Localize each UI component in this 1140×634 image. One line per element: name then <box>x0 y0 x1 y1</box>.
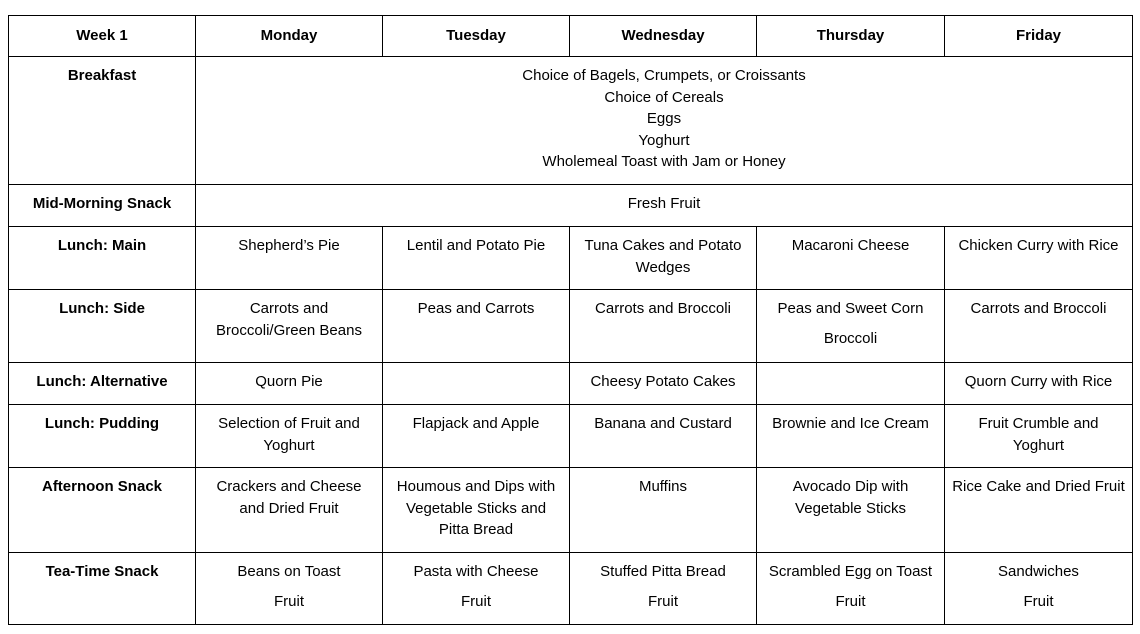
menu-cell-line: Carrots and Broccoli/Green Beans <box>216 300 362 339</box>
menu-cell: Cheesy Potato Cakes <box>570 363 757 405</box>
menu-cell <box>570 290 757 363</box>
menu-cell: Rice Cake and Dried Fruit <box>945 468 1133 553</box>
menu-cell-line: Beans on Toast <box>237 563 341 580</box>
menu-cell: Fruit Crumble and Yoghurt <box>945 405 1133 468</box>
menu-cell: Flapjack and Apple <box>383 405 570 468</box>
menu-cell <box>196 290 383 363</box>
menu-cell: Selection of Fruit and Yoghurt <box>196 405 383 468</box>
menu-cell: Avocado Dip with Vegetable Sticks <box>757 468 945 553</box>
menu-cell-line: Carrots and Broccoli <box>595 300 731 317</box>
breakfast-item: Yoghurt <box>638 131 690 149</box>
row-label-breakfast: Breakfast <box>9 57 196 185</box>
menu-cell <box>570 553 757 625</box>
menu-cell-line: Sandwiches <box>998 563 1079 580</box>
menu-cell-line: Fruit <box>648 592 678 610</box>
menu-cell: Quorn Pie <box>196 363 383 405</box>
menu-cell-line: Broccoli <box>823 329 878 347</box>
day-header-thursday: Thursday <box>757 16 945 57</box>
menu-cell: Brownie and Ice Cream <box>757 405 945 468</box>
menu-cell-line: Scrambled Egg on Toast <box>768 563 933 580</box>
row-label-lunch-main: Lunch: Main <box>9 227 196 290</box>
row-label-lunch-alternative: Lunch: Alternative <box>9 363 196 405</box>
menu-cell <box>757 363 945 405</box>
tea-time-snack-row <box>9 553 1133 625</box>
menu-cell: Crackers and Cheese and Dried Fruit <box>196 468 383 553</box>
row-label-mid-morning-snack: Mid-Morning Snack <box>9 185 196 227</box>
menu-cell-line: Pasta with Cheese <box>413 563 539 580</box>
mid-morning-snack-value: Fresh Fruit <box>196 185 1133 227</box>
menu-cell: Banana and Custard <box>570 405 757 468</box>
menu-cell: Macaroni Cheese <box>757 227 945 290</box>
header-row <box>9 16 1133 57</box>
menu-cell-line: Carrots and Broccoli <box>970 300 1107 317</box>
menu-cell: Muffins <box>570 468 757 553</box>
day-header-friday: Friday <box>945 16 1133 57</box>
lunch-pudding-row <box>9 405 1133 468</box>
breakfast-item: Eggs <box>646 110 682 127</box>
mid-morning-snack-row <box>9 185 1133 227</box>
breakfast-item: Choice of Bagels, Crumpets, or Croissants <box>522 67 806 84</box>
menu-cell: Shepherd’s Pie <box>196 227 383 290</box>
menu-cell <box>945 290 1133 363</box>
row-label-tea-time-snack: Tea-Time Snack <box>9 553 196 625</box>
breakfast-item: Wholemeal Toast with Jam or Honey <box>542 153 786 170</box>
breakfast-items <box>196 57 1133 185</box>
day-header-monday: Monday <box>196 16 383 57</box>
week-label: Week 1 <box>9 16 196 57</box>
weekly-menu-table <box>8 15 1133 625</box>
menu-cell-line: Fruit <box>835 592 866 610</box>
menu-cell-line: Stuffed Pitta Bread <box>600 563 726 580</box>
menu-cell: Chicken Curry with Rice <box>945 227 1133 290</box>
breakfast-item: Choice of Cereals <box>604 88 724 106</box>
menu-cell <box>196 553 383 625</box>
menu-cell <box>383 553 570 625</box>
menu-cell: Houmous and Dips with Vegetable Sticks and Pitta Bread <box>383 468 570 553</box>
lunch-alternative-row <box>9 363 1133 405</box>
menu-cell: Quorn Curry with Rice <box>945 363 1133 405</box>
row-label-lunch-pudding: Lunch: Pudding <box>9 405 196 468</box>
menu-cell-line: Peas and Sweet Corn <box>777 300 924 317</box>
menu-cell <box>945 553 1133 625</box>
menu-cell <box>383 290 570 363</box>
menu-cell-line: Fruit <box>274 592 304 610</box>
menu-cell: Tuna Cakes and Potato Wedges <box>570 227 757 290</box>
menu-cell-line: Fruit <box>1023 592 1054 610</box>
afternoon-snack-row <box>9 468 1133 553</box>
menu-cell <box>757 290 945 363</box>
breakfast-row <box>9 57 1133 185</box>
row-label-lunch-side: Lunch: Side <box>9 290 196 363</box>
lunch-main-row <box>9 227 1133 290</box>
lunch-side-row <box>9 290 1133 363</box>
menu-cell-line: Fruit <box>461 592 491 610</box>
menu-cell: Lentil and Potato Pie <box>383 227 570 290</box>
menu-cell <box>383 363 570 405</box>
day-header-tuesday: Tuesday <box>383 16 570 57</box>
day-header-wednesday: Wednesday <box>570 16 757 57</box>
menu-cell-line: Peas and Carrots <box>417 300 535 317</box>
menu-cell <box>757 553 945 625</box>
row-label-afternoon-snack: Afternoon Snack <box>9 468 196 553</box>
